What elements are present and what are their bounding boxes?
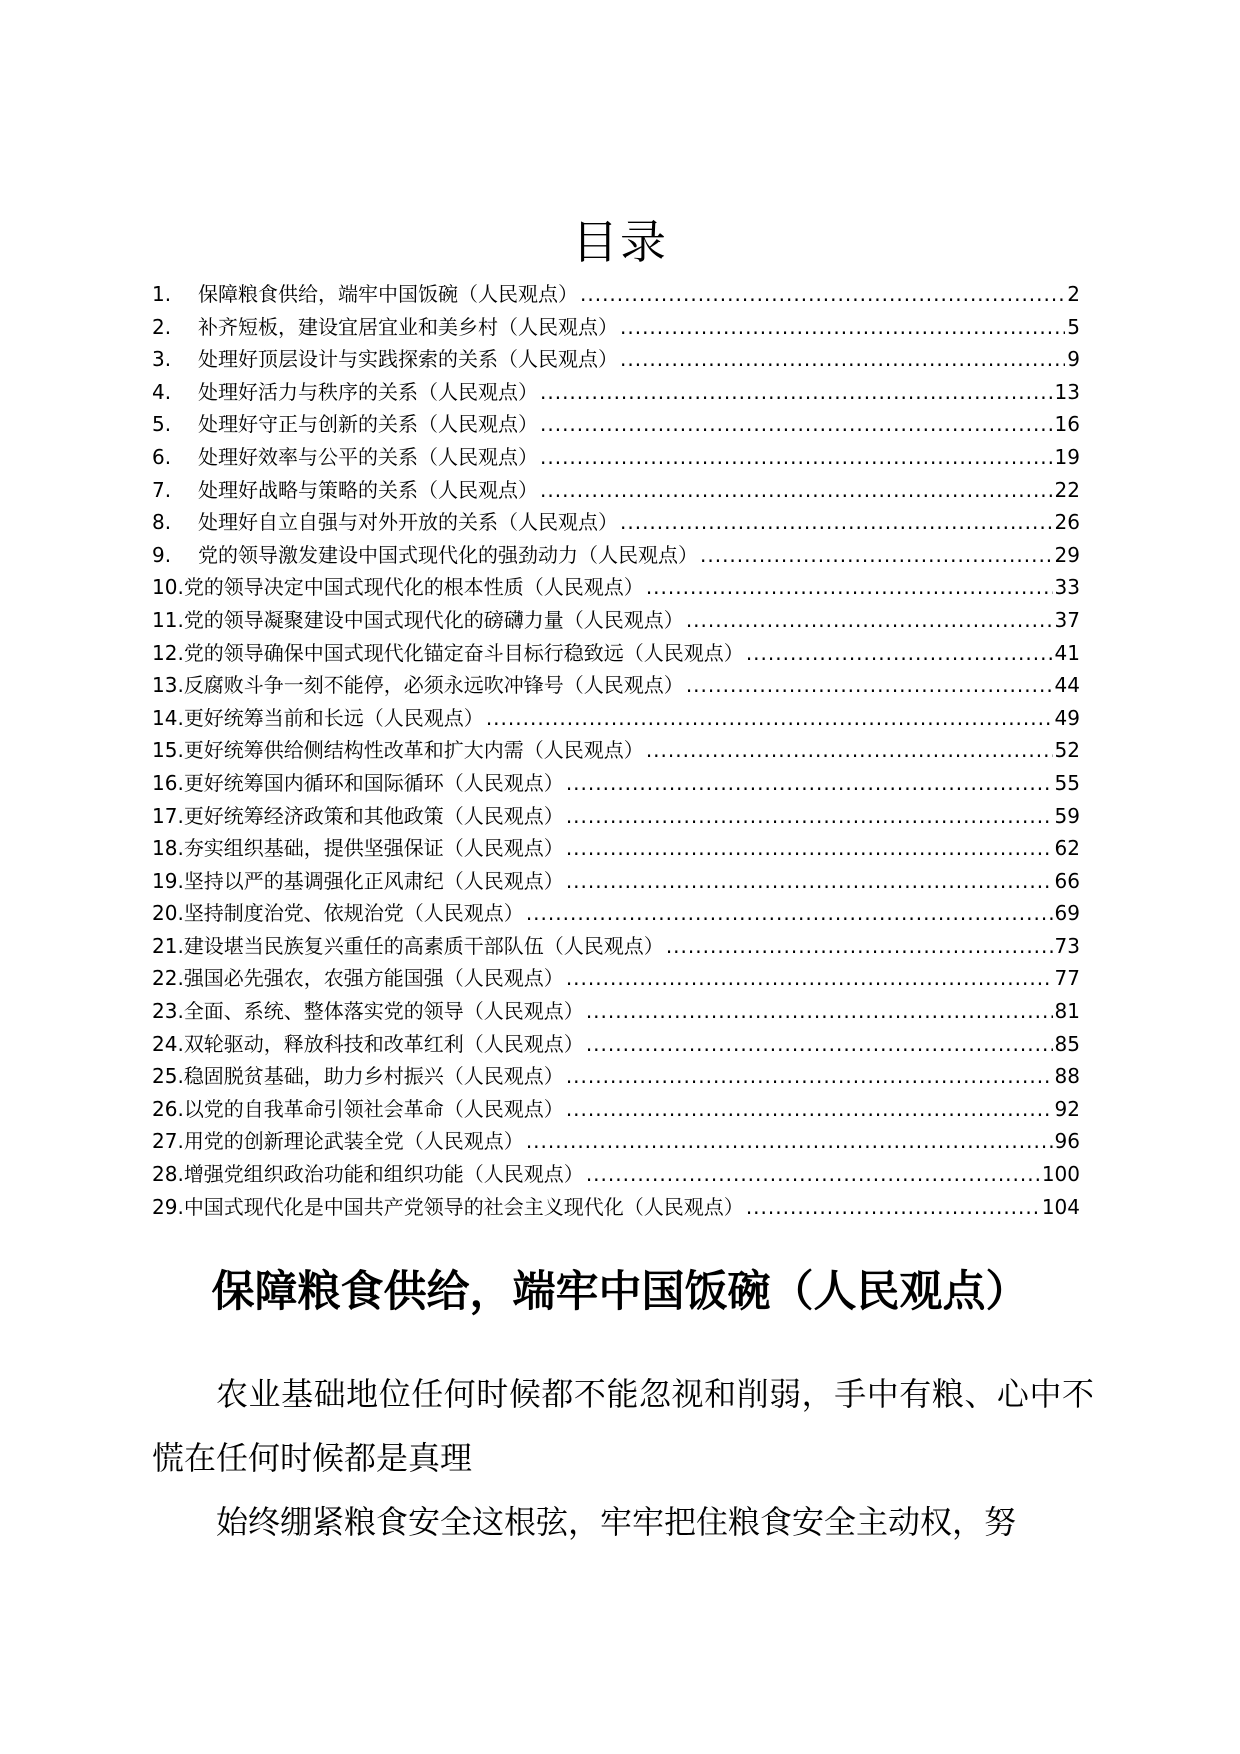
toc-entry[interactable]	[152, 376, 1080, 409]
toc-entry-number: 5.	[152, 412, 172, 437]
toc-entry-page-number: 19	[1054, 444, 1080, 469]
toc-entry-number: 7.	[152, 477, 172, 502]
toc-entry-number: 19.	[152, 868, 184, 893]
toc-dot-leader	[586, 1158, 1040, 1190]
toc-entry-page-number: 5	[1067, 314, 1080, 339]
toc-entry[interactable]	[152, 278, 1080, 311]
toc-entry-title: 处理好自立自强与对外开放的关系（人民观点）	[198, 510, 618, 535]
toc-entry-title: 双轮驱动，释放科技和改革红利（人民观点）	[183, 1031, 584, 1056]
toc-dot-leader	[646, 734, 1053, 766]
toc-entry-page-number: 16	[1054, 412, 1080, 437]
toc-entry-title: 坚持以严的基调强化正风肃纪（人民观点）	[183, 868, 564, 893]
toc-entry-page-number: 85	[1054, 1031, 1080, 1056]
toc-entry-number: 18.	[152, 836, 184, 861]
toc-entry-page-number: 59	[1054, 803, 1080, 828]
toc-entry[interactable]	[152, 1158, 1080, 1191]
toc-entry-page-number: 96	[1054, 1129, 1080, 1154]
toc-entry[interactable]	[152, 995, 1080, 1028]
toc-entry-number: 4.	[152, 379, 172, 404]
toc-entry-title: 党的领导凝聚建设中国式现代化的磅礴力量（人民观点）	[183, 607, 684, 632]
toc-dot-leader	[540, 376, 1053, 408]
toc-entry-title: 更好统筹当前和长远（人民观点）	[183, 705, 484, 730]
toc-entry-number: 16.	[152, 770, 184, 795]
toc-entry-number: 28.	[152, 1162, 184, 1187]
toc-entry[interactable]	[152, 408, 1080, 441]
toc-entry-number: 11.	[152, 607, 184, 632]
toc-entry-number: 3.	[152, 347, 172, 372]
toc-entry-page-number: 52	[1054, 738, 1080, 763]
toc-entry-title: 党的领导激发建设中国式现代化的强劲动力（人民观点）	[198, 542, 698, 567]
toc-entry-number: 15.	[152, 738, 184, 763]
toc-entry-page-number: 73	[1054, 933, 1080, 958]
toc-entry-page-number: 22	[1054, 477, 1080, 502]
toc-dot-leader	[620, 343, 1065, 375]
toc-entry-number: 27.	[152, 1129, 184, 1154]
toc-dot-leader	[540, 408, 1053, 440]
toc-entry[interactable]	[152, 865, 1080, 898]
toc-entry-title: 以党的自我革命引领社会革命（人民观点）	[183, 1096, 564, 1121]
toc-dot-leader	[540, 441, 1053, 473]
toc-entry-number: 29.	[152, 1194, 184, 1219]
toc-dot-leader	[586, 1028, 1053, 1060]
toc-entry-title: 稳固脱贫基础，助力乡村振兴（人民观点）	[183, 1064, 564, 1089]
toc-entry[interactable]	[152, 832, 1080, 865]
toc-entry-page-number: 77	[1054, 966, 1080, 991]
toc-dot-leader	[586, 995, 1053, 1027]
toc-entry-title: 增强党组织政治功能和组织功能（人民观点）	[183, 1162, 584, 1187]
toc-entry-title: 反腐败斗争一刻不能停，必须永远吹冲锋号（人民观点）	[183, 673, 684, 698]
toc-title: 目录	[572, 215, 668, 269]
toc-dot-leader	[486, 702, 1053, 734]
toc-dot-leader	[620, 311, 1065, 343]
toc-entry[interactable]	[152, 506, 1080, 539]
toc-entry-title: 全面、系统、整体落实党的领导（人民观点）	[183, 999, 584, 1024]
toc-entry-page-number: 69	[1054, 901, 1080, 926]
toc-entry[interactable]	[152, 1191, 1080, 1224]
toc-dot-leader	[566, 1060, 1053, 1092]
toc-entry[interactable]	[152, 343, 1080, 376]
toc-entry-page-number: 33	[1054, 575, 1080, 600]
toc-entry-title: 中国式现代化是中国共产党领导的社会主义现代化（人民观点）	[183, 1194, 744, 1219]
toc-entry-title: 夯实组织基础，提供坚强保证（人民观点）	[183, 836, 564, 861]
toc-dot-leader	[566, 865, 1053, 897]
toc-entry-number: 10.	[152, 575, 184, 600]
toc-entry[interactable]	[152, 1093, 1080, 1126]
toc-dot-leader	[686, 604, 1053, 636]
toc-entry-title: 处理好活力与秩序的关系（人民观点）	[198, 379, 538, 404]
toc-entry-title: 处理好效率与公平的关系（人民观点）	[198, 444, 538, 469]
toc-dot-leader	[746, 637, 1053, 669]
toc-entry-page-number: 62	[1054, 836, 1080, 861]
toc-entry-title: 党的领导决定中国式现代化的根本性质（人民观点）	[183, 575, 644, 600]
toc-entry-page-number: 13	[1054, 379, 1080, 404]
toc-entry-page-number: 55	[1054, 770, 1080, 795]
toc-entry-title: 坚持制度治党、依规治党（人民观点）	[183, 901, 524, 926]
toc-entry-title: 更好统筹经济政策和其他政策（人民观点）	[183, 803, 564, 828]
toc-entry-page-number: 66	[1054, 868, 1080, 893]
toc-entry-number: 22.	[152, 966, 184, 991]
article-title: 保障粮食供给，端牢中国饭碗（人民观点）	[211, 1267, 1029, 1317]
toc-entry[interactable]	[152, 311, 1080, 344]
toc-entry-title: 建设堪当民族复兴重任的高素质干部队伍（人民观点）	[183, 933, 664, 958]
toc-entry-title: 处理好战略与策略的关系（人民观点）	[198, 477, 538, 502]
toc-entry-page-number: 26	[1054, 510, 1080, 535]
toc-dot-leader	[566, 1093, 1053, 1125]
toc-entry-number: 9.	[152, 542, 172, 567]
toc-entry[interactable]	[152, 800, 1080, 833]
toc-entry[interactable]	[152, 767, 1080, 800]
toc-entry-number: 2.	[152, 314, 172, 339]
toc-entry-number: 24.	[152, 1031, 184, 1056]
toc-entry[interactable]	[152, 930, 1080, 963]
toc-entry-title: 处理好顶层设计与实践探索的关系（人民观点）	[198, 347, 618, 372]
toc-entry-page-number: 100	[1041, 1162, 1080, 1187]
toc-entry-title: 强国必先强农，农强方能国强（人民观点）	[183, 966, 564, 991]
toc-dot-leader	[526, 897, 1053, 929]
toc-entry[interactable]	[152, 474, 1080, 507]
toc-entry-title: 保障粮食供给，端牢中国饭碗（人民观点）	[198, 282, 578, 306]
toc-entry-page-number: 81	[1054, 999, 1080, 1024]
toc-entry[interactable]	[152, 734, 1080, 767]
toc-entry-page-number: 29	[1054, 542, 1080, 567]
toc-entry-page-number: 88	[1054, 1064, 1080, 1089]
article-paragraph: 始终绷紧粮食安全这根弦，牢牢把住粮食安全主动权，努	[216, 1503, 1017, 1541]
toc-entry[interactable]	[152, 669, 1080, 702]
toc-entry[interactable]	[152, 604, 1080, 637]
toc-entry[interactable]	[152, 897, 1080, 930]
toc-dot-leader	[620, 506, 1053, 538]
toc-entry-number: 26.	[152, 1096, 184, 1121]
article-body	[152, 1362, 1094, 1554]
toc-entry-number: 1.	[152, 282, 172, 306]
toc-dot-leader	[566, 832, 1053, 864]
toc-dot-leader	[566, 800, 1053, 832]
toc-entry-number: 20.	[152, 901, 184, 926]
toc-dot-leader	[686, 669, 1053, 701]
article-paragraph: 农业基础地位任何时候都不能忽视和削弱，手中有粮、心中不慌在任何时候都是真理	[152, 1375, 1094, 1477]
toc-dot-leader	[646, 571, 1053, 603]
toc-entry-page-number: 104	[1041, 1194, 1080, 1219]
toc-entry-title: 更好统筹供给侧结构性改革和扩大内需（人民观点）	[183, 738, 644, 763]
toc-entry-page-number: 92	[1054, 1096, 1080, 1121]
toc-entry-page-number: 9	[1067, 347, 1080, 372]
toc-dot-leader	[566, 962, 1053, 994]
toc-entry-number: 6.	[152, 444, 172, 469]
toc-entry[interactable]	[152, 1028, 1080, 1061]
toc-dot-leader	[666, 930, 1053, 962]
toc-entry-title: 更好统筹国内循环和国际循环（人民观点）	[183, 770, 564, 795]
toc-entry-number: 12.	[152, 640, 184, 665]
toc-dot-leader	[746, 1191, 1040, 1223]
toc-entry-title: 党的领导确保中国式现代化锚定奋斗目标行稳致远（人民观点）	[183, 640, 744, 665]
toc-dot-leader	[540, 474, 1053, 506]
table-of-contents	[152, 278, 1080, 1223]
toc-dot-leader	[526, 1125, 1053, 1157]
toc-entry-page-number: 44	[1054, 673, 1080, 698]
toc-entry[interactable]	[152, 962, 1080, 995]
toc-entry-page-number: 2	[1067, 282, 1080, 306]
toc-dot-leader	[700, 539, 1053, 571]
toc-entry[interactable]	[152, 539, 1080, 572]
toc-entry-page-number: 37	[1054, 607, 1080, 632]
toc-entry[interactable]	[152, 637, 1080, 670]
toc-entry-page-number: 41	[1054, 640, 1080, 665]
toc-entry-number: 8.	[152, 510, 172, 535]
toc-entry-page-number: 49	[1054, 705, 1080, 730]
toc-entry[interactable]	[152, 571, 1080, 604]
toc-entry-number: 14.	[152, 705, 184, 730]
toc-entry-number: 17.	[152, 803, 184, 828]
toc-entry[interactable]	[152, 1125, 1080, 1158]
toc-entry-number: 13.	[152, 673, 184, 698]
toc-dot-leader	[566, 767, 1053, 799]
toc-entry[interactable]	[152, 441, 1080, 474]
toc-entry[interactable]	[152, 1060, 1080, 1093]
toc-entry-number: 21.	[152, 933, 184, 958]
toc-entry[interactable]	[152, 702, 1080, 735]
toc-dot-leader	[580, 278, 1065, 310]
toc-entry-title: 补齐短板，建设宜居宜业和美乡村（人民观点）	[198, 314, 618, 339]
toc-entry-number: 25.	[152, 1064, 184, 1089]
toc-entry-number: 23.	[152, 999, 184, 1024]
toc-entry-title: 用党的创新理论武装全党（人民观点）	[183, 1129, 524, 1154]
toc-entry-title: 处理好守正与创新的关系（人民观点）	[198, 412, 538, 437]
